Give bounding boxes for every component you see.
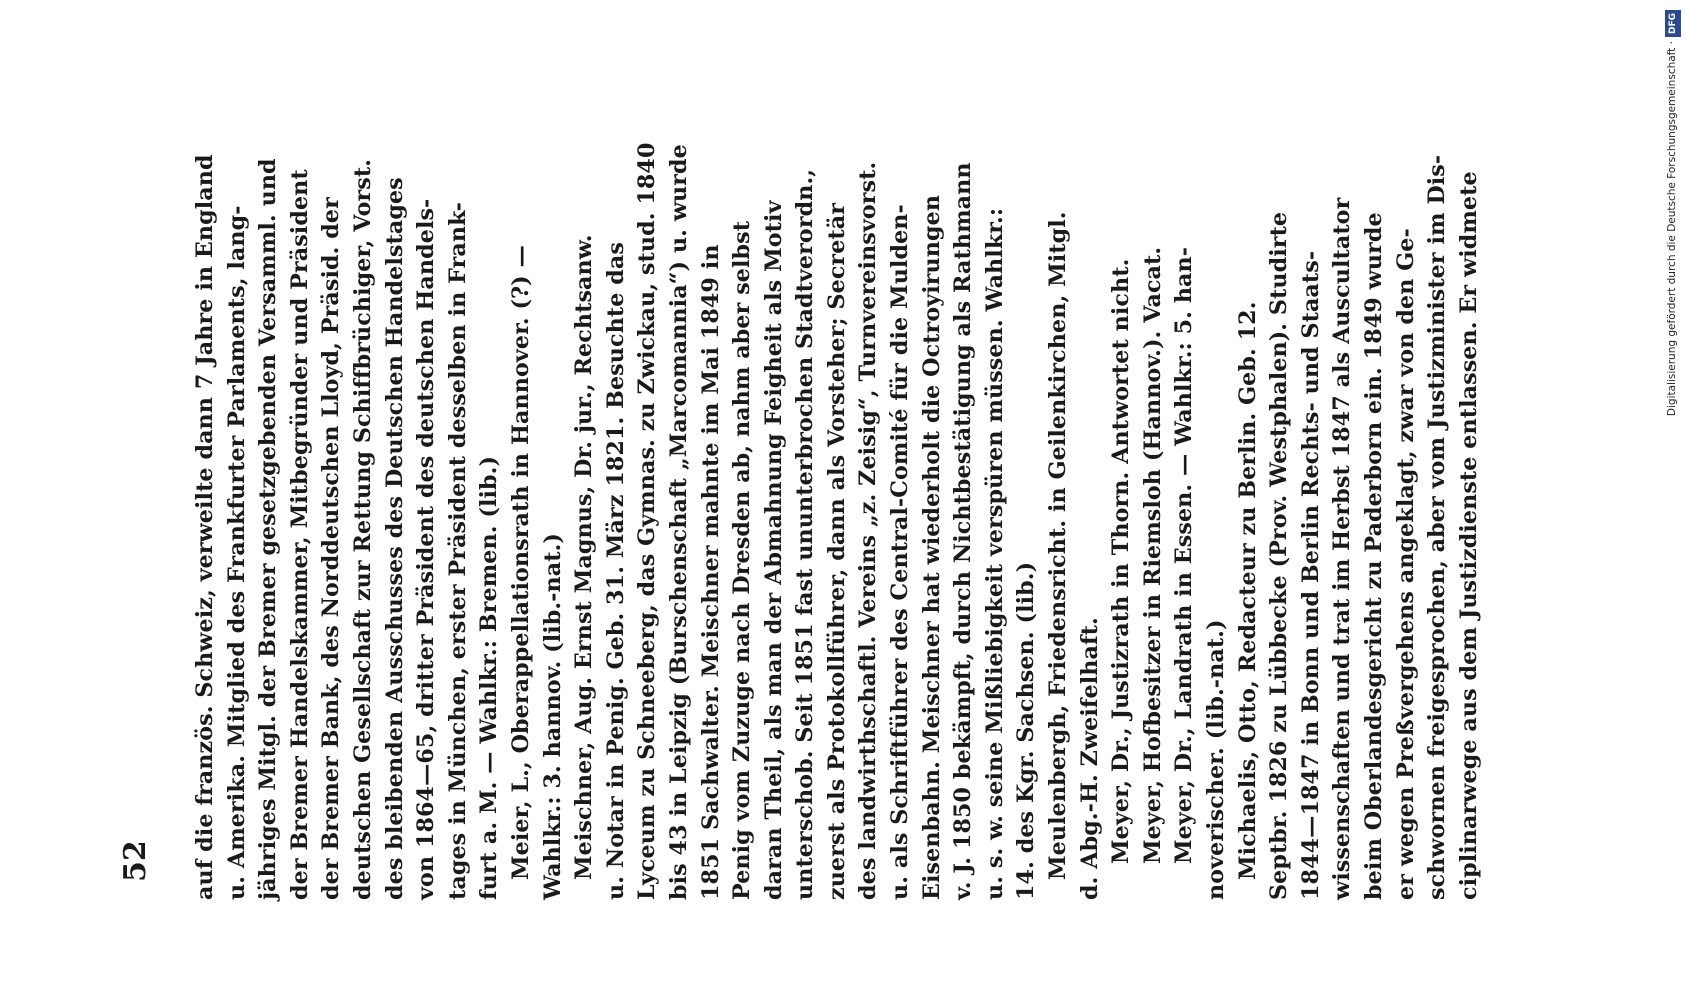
text-line: deutschen Gesellschaft zur Rettung Schiffbrüchiger, Vorst. <box>349 158 376 900</box>
text-line: Meulenbergh, Friedensricht. in Geilenkirchen, Mitgl. <box>1045 211 1072 880</box>
text-line: 1851 Sachwalter. Meischner mahnte im Mai 1849 in <box>697 244 724 900</box>
text-line: ciplinarwege aus dem Justizdienste entlassen. Er widmete <box>1455 171 1482 900</box>
text-line: jähriges Mitgl. der Bremer gesetzgebenden Versamml. und <box>255 158 282 900</box>
text-line: 1844—1847 in Bonn und Berlin Rechts- und Staats- <box>1297 250 1324 900</box>
text-line: Penig vom Zuzuge nach Dresden ab, nahm aber selbst <box>729 220 756 900</box>
text-line: Meyer, Dr., Landrath in Essen. — Wahlkr.: 5. han- <box>1171 246 1198 864</box>
text-line: Wahlkr.: 3. hannov. (lib.-nat.) <box>539 532 566 900</box>
text-line: Michaelis, Otto, Redacteur zu Berlin. Geb. 12. <box>1234 301 1261 880</box>
text-line: daran Theil, als man der Abmahnung Feigheit als Motiv <box>760 200 787 900</box>
text-line: der Bremer Handelskammer, Mitbegründer und Präsident <box>286 169 313 900</box>
text-line: v. J. 1850 bekämpft, durch Nichtbestätigung als Rathmann <box>950 162 977 900</box>
text-line: Septbr. 1826 zu Lübbecke (Prov. Westphalen). Studirte <box>1266 211 1293 900</box>
text-line: Lyceum zu Schneeberg, das Gymnas. zu Zwickau, stud. 1840 <box>634 142 661 900</box>
text-line: u. Amerika. Mitglied des Frankfurter Parlaments, lang- <box>223 205 250 900</box>
text-line: Eisenbahn. Meischner hat wiederholt die Octroyirungen <box>918 194 945 900</box>
text-line: furt a. M. — Wahlkr.: Bremen. (lib.) <box>476 455 503 900</box>
text-line: des bleibenden Ausschusses des Deutschen Handelstages <box>381 177 408 900</box>
page-content <box>0 110 1482 900</box>
credit-text-wrapper <box>1664 10 1681 790</box>
text-line: Meischner, Aug. Ernst Magnus, Dr. jur., Rechtsanw. <box>571 234 598 880</box>
text-line: unterschob. Seit 1851 fast ununterbrochen Stadtverordn., <box>792 168 819 900</box>
text-line: wissenschaften und trat im Herbst 1847 als Auscultator <box>1329 197 1356 900</box>
text-line: Meyer, Hofbesitzer in Riemsloh (Hannov.). Vacat. <box>1139 246 1166 864</box>
text-line: schwornen freigesprochen, aber vom Justizminister im Dis- <box>1424 154 1451 900</box>
text-line: u. Notar in Penig. Geb. 31. März 1821. Besuchte das <box>602 242 629 900</box>
text-line: u. als Schriftführer des Central-Comité für die Mulden- <box>887 204 914 900</box>
text-line: zuerst als Protokollführer, dann als Vorsteher; Secretär <box>823 202 850 900</box>
text-line: 14. des Kgr. Sachsen. (lib.) <box>1013 561 1040 900</box>
text-line: bis 43 in Leipzig (Burschenschaft „Marcomannia“) u. wurde <box>665 144 692 900</box>
body-text <box>190 110 1485 900</box>
text-line: d. Abg.-H. Zweifelhaft. <box>1076 617 1103 900</box>
text-line: noverischer. (lib.-nat.) <box>1203 619 1229 900</box>
text-line: tages in München, erster Präsident desselben in Frank- <box>444 202 471 900</box>
text-line: er wegen Preßvergehens angeklagt, zwar von den Ge- <box>1392 228 1419 900</box>
text-line: beim Oberlandesgericht zu Paderborn ein. 1849 wurde <box>1360 212 1387 900</box>
text-line: Meyer, Dr., Justizrath in Thorn. Antwortet nicht. <box>1108 258 1135 864</box>
rotated-page <box>0 110 1482 900</box>
text-line: Meier, L., Oberappellationsrath in Hannover. (?) — <box>507 245 534 880</box>
page-number: 52 <box>118 840 153 882</box>
text-line: von 1864—65, dritter Präsident des deutschen Handels- <box>413 198 440 900</box>
text-line: des landwirthschaftl. Vereins „z. Zeisig“, Turnvereinsvorst. <box>855 161 882 900</box>
text-line: auf die französ. Schweiz, verweilte dann 7 Jahre in England <box>192 154 218 900</box>
text-line: u. s. w. seine Mißliebigkeit verspüren müssen. Wahlkr.: <box>981 207 1008 900</box>
digitization-credit <box>1664 10 1684 790</box>
credit-text: Digitalisierung gefördert durch die Deutsche Forschungsgemeinschaft · <box>1666 41 1678 417</box>
dfg-logo: DFG <box>1665 10 1681 37</box>
text-line: der Bremer Bank, des Norddeutschen Lloyd, Präsid. der <box>318 197 345 900</box>
